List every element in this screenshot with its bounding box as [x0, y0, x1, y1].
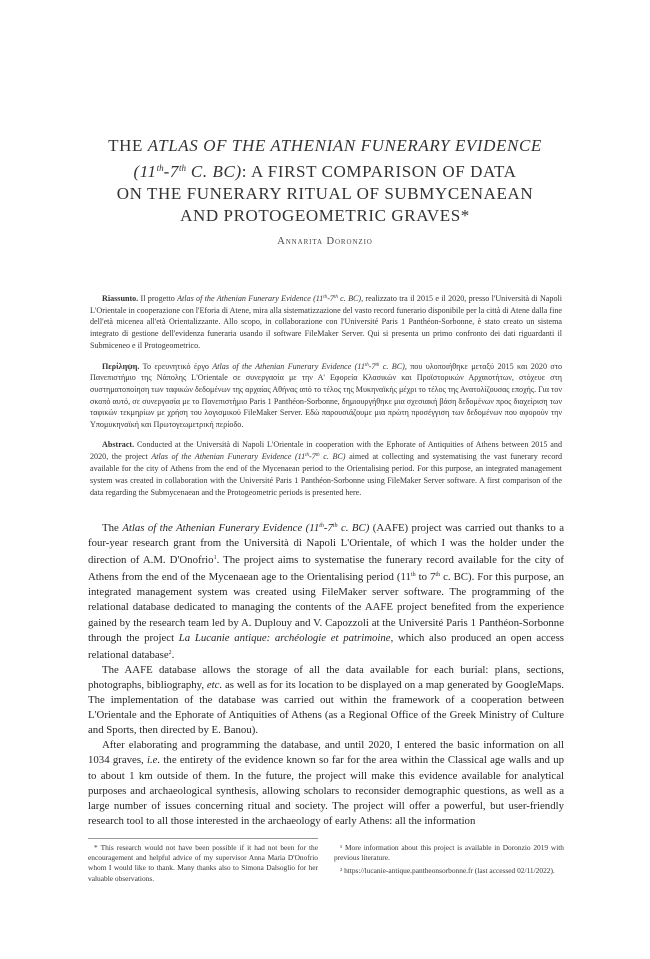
abstract-italian: Riassunto. Il progetto Atlas of the Athenian Funerary Evidence (11th-7th c. BC), realizzato tra il 2015 e il 2020, presso l'Università di Napoli L'Orientale in cooperazione con l'Eforia di Atene, mira alla sistematizzazione del vasto record funerario disponibile per la città di Atene dalla fine dell'età micenea all'età Orientalizzante. Allo scopo, in collaborazione con l'Université Paris 1 Panthéon-Sorbonne, è stato creato un sistema integrato di gestione dell'evidenza funeraria usando il software FileMaker Server. Qui si presenta un primo confronto dei dati riguardanti il Submiceneo e il Protogeometrico.: [90, 294, 563, 350]
title-line-2: (11th-7th C. BC): A FIRST COMPARISON OF DATA: [133, 162, 517, 181]
title-line-4: AND PROTOGEOMETRIC GRAVES*: [180, 206, 470, 225]
footnotes-left: [88, 843, 318, 887]
footnote-divider: [88, 838, 318, 839]
footnote-ref-2[interactable]: 2: [168, 649, 172, 656]
footnote-2: ² https://lucanie-antique.pantheonsorbonne.fr (last accessed 02/11/2022).: [340, 866, 555, 876]
body-paragraph-3: After elaborating and programming the database, and until 2020, I entered the basic information on all 1034 graves, i.e. the entirety of the evidence known so far for the area within the Classical age walls and up to about 1 km outside of them. In the future, the project will make this evidence available for analytical purposes and archaeological synthesis, allowing scholars to reconsider demographic questions, as well as a large number of issues concerning ritual and society. The project will offer a powerful, but user-friendly research tool to all those interested in the archaeology of early Athens: all the information: [88, 739, 564, 827]
body-paragraph-2: The AAFE database allows the storage of all the data available for each burial: plans, sections, photographs, bibliography, etc. as well as for its location to be displayed on a map generated by GoogleMaps. The implementation of the database was carried out within the framework of a cooperation between L'Orientale and the Ephorate of Antiquities of Athens (as a Regional Office of the Greek Ministry of Culture and Sports, then directed by E. Banou).: [88, 663, 564, 737]
title-line-1: THE ATLAS OF THE ATHENIAN FUNERARY EVIDENCE: [108, 136, 542, 155]
author-name: Annarita Doronzio: [277, 236, 373, 247]
title-line-3: ON THE FUNERARY RITUAL OF SUBMYCENAEAN: [116, 184, 534, 203]
abstract-greek: Περίληψη. Το ερευνητικό έργο Atlas of the Athenian Funerary Evidence (11th-7th c. BC), που υλοποιήθηκε μεταξύ 2015 και 2020 στο Πανεπιστήμιο της Νάπολης L'Orientale σε συνεργασία με την Α' Εφορεία Κλασικών και Προϊστορικών Αρχαιοτήτων, στόχευε στη συστηματοποίηση των ταφικών δεδομένων της αρχαίας Αθήνας από το τέλος της Μυκηναϊκής μέχρι το τέλος της Ανατολίζουσας εποχής. Για τον σκοπό αυτό, σε συνεργασία με το Πανεπιστήμιο Paris 1 Panthéon-Sorbonne, δημιουργήθηκε μια σχεσιακή βάση δεδομένων προς διαχείριση των ταφικών τεκμηρίων με χρήση του λογισμικού FileMaker Server. Εδώ παρουσιάζουμε μια πρώτη προσέγγιση των δεδομένων που αφορούν την Υπομυκηναϊκή και Πρωτογεωμετρική περίοδο.: [90, 361, 563, 430]
footnote-ref-1[interactable]: 1: [213, 555, 217, 562]
footnote-star: * This research would not have been possible if it had not been for the encouragement and helpful advice of my supervisor Anna Maria D'Onofrio whom I would like to thank. Many thanks also to Simona Dalsoglio for her valuable observations.: [88, 843, 318, 883]
footnote-1: ¹ More information about this project is available in Doronzio 2019 with previous literature.: [334, 843, 564, 863]
footnotes-right: [334, 843, 564, 880]
abstract-english: Abstract. Conducted at the Università di Napoli L'Orientale in cooperation with the Ephorate of Antiquities of Athens between 2015 and 2020, the project Atlas of the Athenian Funerary Evidence (11th-7th c. BC) aimed at collecting and systematising the vast funerary record available for the city of Athens from the end of the Mycenaean period to the Orientalising period. For this purpose, an integrated management system was created in collaboration with the Université Paris 1 Panthéon-Sorbonne using FileMaker Server software. A first comparison of the data regarding the Submycenaean and the Protogeometric periods is presented here.: [90, 439, 563, 497]
article-title: [60, 135, 590, 227]
body-text: [88, 519, 564, 829]
body-paragraph-1: The Atlas of the Athenian Funerary Evidence (11th-7th c. BC) (AAFE) project was carried out thanks to a four-year research grant from the Università di Napoli L'Orientale, of which I was the holder under the direction of A.M. D'Onofrio$^1$. The project aims to systematise the funerary record available for the city of Athens from the end of the Mycenaean age to the Orientalising period (11th to 7th c. BC). For this purpose, an integrated management system was created using FileMaker server software. The programming of the relational database dedicated to managing the contents of the AAFE project benefited from the experience gained by the research team led by A. Duplouy and V. Capozzoli at the Université Paris 1 Panthéon-Sorbonne through the project La Lucanie antique: archéologie et patrimoine, which also produced an open access relational database$^2$.: [88, 522, 564, 661]
abstracts-block: [90, 292, 562, 506]
